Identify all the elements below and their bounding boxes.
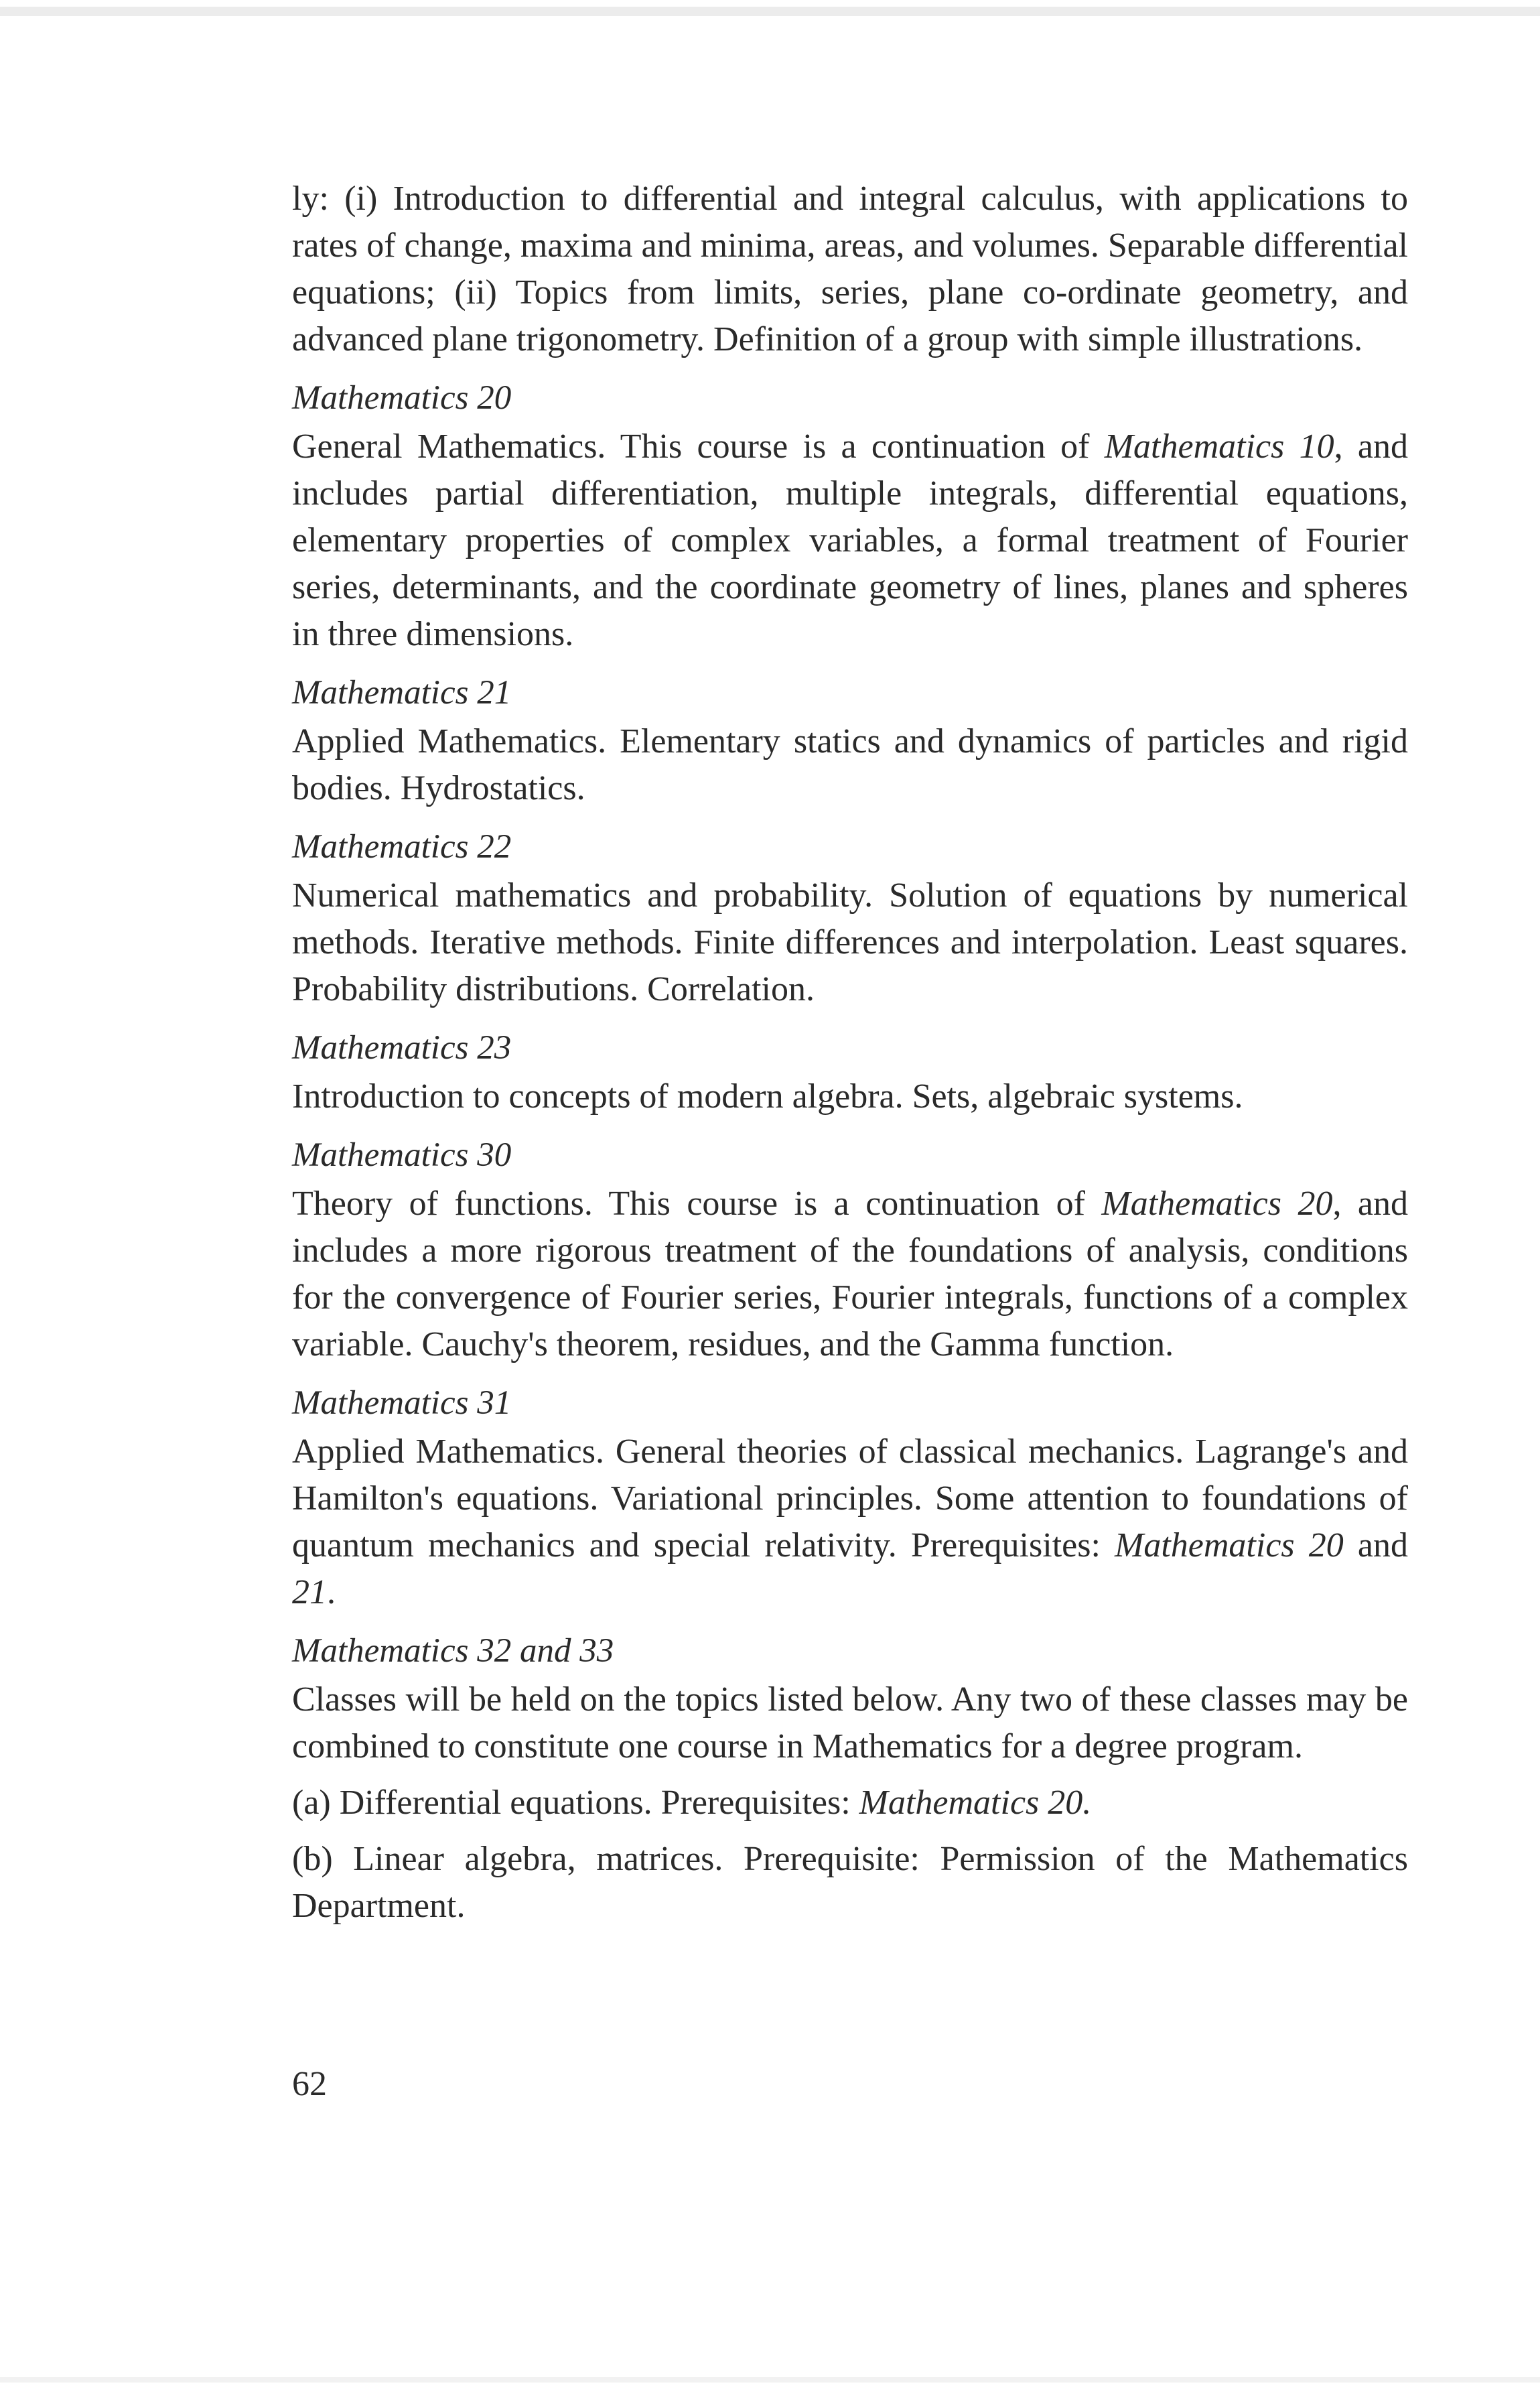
- math20-course-reference: Mathematics 10: [1104, 427, 1334, 466]
- math31-course-reference-2: 21: [292, 1573, 327, 1611]
- math30-course-reference: Mathematics 20: [1101, 1185, 1333, 1223]
- course-description-math30: [292, 1181, 1408, 1368]
- page-number: 62: [292, 2065, 327, 2103]
- page-top-edge: [0, 7, 1540, 16]
- course-description-math23: Introduction to concepts of modern algebra. Sets, algebraic systems.: [292, 1077, 1243, 1116]
- topic-item-a-text: (a) Differential equations. Prerequisites:: [292, 1784, 859, 1822]
- math20-text-start: General Mathematics. This course is a continuation of: [292, 427, 1105, 466]
- course-heading-math20: Mathematics 20: [292, 379, 512, 417]
- course-description-math21: Applied Mathematics. Elementary statics and dynamics of particles and rigid bodies. Hydrostatics.: [292, 722, 1408, 807]
- topic-item-b: (b) Linear algebra, matrices. Prerequisite: Permission of the Mathematics Department.: [292, 1840, 1408, 1925]
- page-bottom-edge: [0, 2377, 1540, 2383]
- course-heading-math31: Mathematics 31: [292, 1384, 512, 1422]
- math30-text-start: Theory of functions. This course is a continuation of: [292, 1185, 1102, 1223]
- course-description-math20: [292, 423, 1408, 658]
- math31-text-start: Applied Mathematics. General theories of classical mechanics. Lagrange's and Hamilton's equations. Variational principles. Some attention to foundations of quantum mechanics and special relativity. Prerequisites:: [292, 1432, 1408, 1564]
- text-column: [292, 176, 1408, 1930]
- course-description-math32-33: Classes will be held on the topics listed below. Any two of these classes may be combined to constitute one course in Mathematics for a degree program.: [292, 1680, 1408, 1765]
- math31-text-and: and: [1343, 1526, 1408, 1564]
- course-heading-math21: Mathematics 21: [292, 674, 512, 712]
- topic-item-a-reference: Mathematics 20.: [859, 1784, 1092, 1822]
- course-heading-math32-33: Mathematics 32 and 33: [292, 1632, 614, 1670]
- course-heading-math23: Mathematics 23: [292, 1029, 512, 1067]
- course-description-math31: [292, 1428, 1408, 1616]
- course-description-math22: Numerical mathematics and probability. Solution of equations by numerical methods. Iterative methods. Finite differences and interpolation. Least squares. Probability distributions. Correlation.: [292, 876, 1408, 1008]
- course-heading-math30: Mathematics 30: [292, 1136, 512, 1174]
- math20-text-end: , and includes partial differentiation, multiple integrals, differential equations, elementary properties of complex variables, a formal treatment of Fourier series, determinants, and the coordinate geometry of lines, planes and spheres in three dimensions.: [292, 427, 1408, 653]
- math31-text-end: .: [327, 1573, 336, 1611]
- topic-item-a: [292, 1780, 1408, 1826]
- course-heading-math22: Mathematics 22: [292, 828, 512, 866]
- intro-paragraph: ly: (i) Introduction to differential and integral calculus, with applications to rates of change, maxima and minima, areas, and volumes. Separable differential equations; (ii) Topics from limits, series, plane co-ordinate geometry, and advanced plane trigonometry. Definition of a group with simple illustrations.: [292, 180, 1408, 358]
- math31-course-reference: Mathematics 20: [1115, 1526, 1344, 1564]
- math30-text-end: , and includes a more rigorous treatment of the foundations of analysis, conditions for the convergence of Fourier series, Fourier integrals, functions of a complex variable. Cauchy's theorem, residues, and the Gamma function.: [292, 1185, 1408, 1363]
